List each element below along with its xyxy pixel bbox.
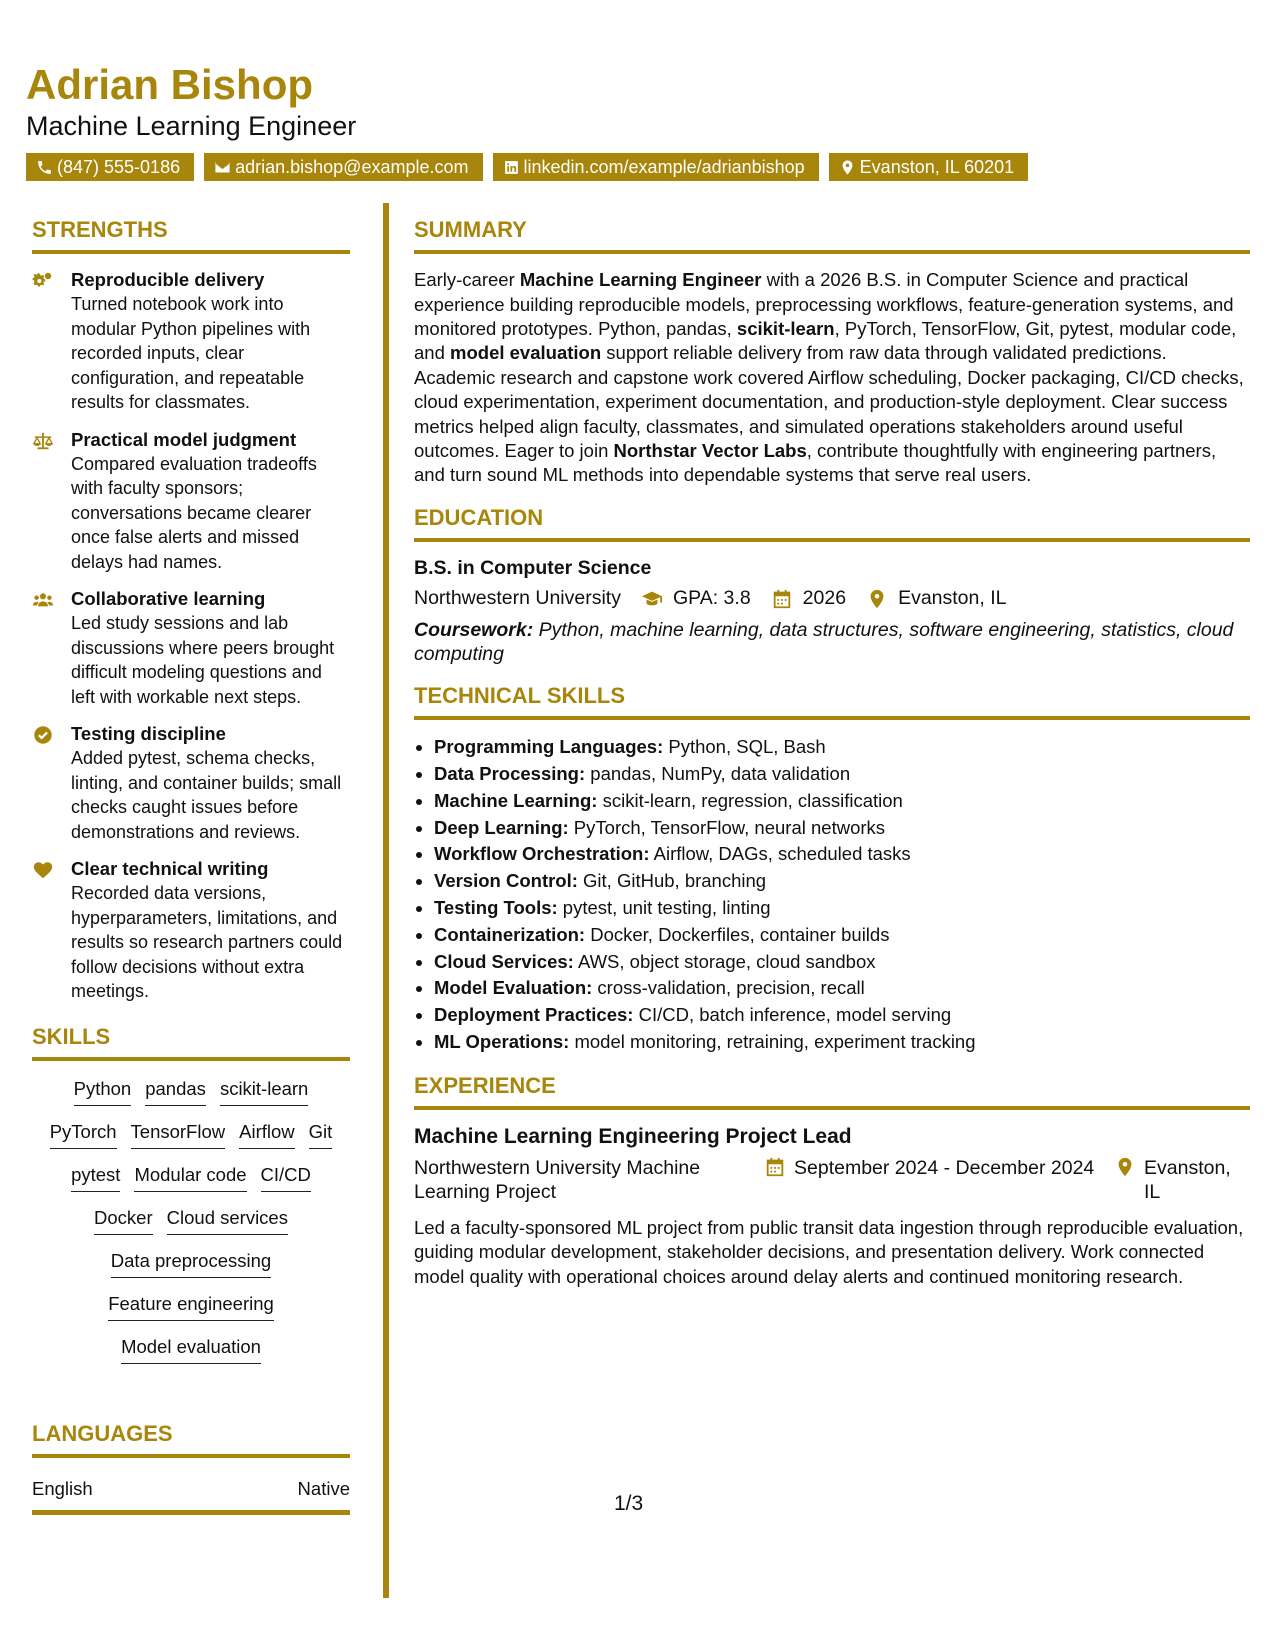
tech-skill-item: • Containerization: Docker, Dockerfiles, container builds bbox=[434, 922, 1250, 949]
contact-location[interactable] bbox=[829, 153, 1028, 181]
strength-item bbox=[32, 587, 350, 709]
skill-tag: Feature engineering bbox=[108, 1292, 274, 1321]
strength-title: Reproducible delivery bbox=[71, 269, 265, 291]
users-icon bbox=[32, 589, 54, 611]
envelope-icon bbox=[214, 159, 231, 176]
coursework-list: Python, machine learning, data structures, software engineering, statistics, cloud computing bbox=[414, 619, 1234, 666]
left-column bbox=[32, 218, 350, 1515]
graduation-cap-icon bbox=[641, 588, 663, 610]
check-circle-icon bbox=[32, 724, 54, 746]
skill-tag: CI/CD bbox=[261, 1163, 311, 1192]
language-row bbox=[32, 1472, 350, 1515]
phone-icon bbox=[36, 159, 53, 176]
job-organization: Northwestern University Machine Learning Project bbox=[414, 1156, 701, 1203]
language-level: Native bbox=[297, 1478, 350, 1500]
education-location: Evanston, IL bbox=[898, 587, 1007, 610]
summary-part: with a 2026 B.S. in Computer Science and practical experience building reproducible models, preprocessing workflows, feature-generation systems, and monitored prototypes. Python, pandas, bbox=[414, 269, 1234, 339]
strength-item bbox=[32, 722, 350, 844]
tech-skill-item: • Workflow Orchestration: Airflow, DAGs, scheduled tasks bbox=[434, 841, 1250, 868]
summary-heading: SUMMARY bbox=[414, 218, 1250, 254]
right-column bbox=[414, 218, 1250, 1289]
job-description: Led a faculty-sponsored ML project from public transit data ingestion through reproducible evaluation, guiding modular development, stakeholder decisions, and presentation delivery. Work connected model quality with operational choices around delay alerts and continued monitoring research. bbox=[414, 1216, 1244, 1287]
contact-linkedin-text: linkedin.com/example/adrianbishop bbox=[523, 156, 805, 177]
skills-row bbox=[32, 1120, 350, 1163]
education-school: Northwestern University bbox=[414, 587, 621, 610]
tech-skill-item: • Deep Learning: PyTorch, TensorFlow, neural networks bbox=[434, 815, 1250, 842]
summary-part-bold: Northstar Vector Labs bbox=[613, 440, 807, 462]
skills-row bbox=[32, 1292, 350, 1335]
technical-skills-list bbox=[414, 734, 1250, 1056]
strength-desc: Compared evaluation tradeoffs with faculty sponsors; conversations became clearer once false alerts and missed delays had names. bbox=[71, 453, 317, 572]
tech-skill-item: • Model Evaluation: cross-validation, precision, recall bbox=[434, 975, 1250, 1002]
summary-text bbox=[414, 268, 1250, 488]
contact-phone-text: (847) 555-0186 bbox=[57, 156, 181, 177]
education-coursework bbox=[414, 618, 1250, 666]
job-position: Machine Learning Engineering Project Lead bbox=[414, 1124, 852, 1148]
skill-tag: TensorFlow bbox=[131, 1120, 226, 1149]
summary-part-bold: scikit-learn bbox=[736, 318, 835, 339]
summary-part: , contribute thoughtfully with engineering partners, and turn sound ML methods into dependable systems that serve real users. bbox=[414, 440, 1217, 486]
candidate-name: Adrian Bishop bbox=[26, 61, 314, 108]
scale-icon bbox=[32, 430, 54, 452]
contact-email[interactable] bbox=[204, 153, 482, 181]
job-title: Machine Learning Engineer bbox=[26, 111, 357, 141]
summary-part: , PyTorch, TensorFlow, Git, pytest, modular code, and bbox=[414, 318, 1237, 364]
skills-row bbox=[32, 1077, 350, 1120]
strength-title: Practical model judgment bbox=[71, 428, 297, 450]
experience-heading: EXPERIENCE bbox=[414, 1074, 1250, 1110]
tech-skill-item: • Machine Learning: scikit-learn, regression, classification bbox=[434, 788, 1250, 815]
summary-part-bold: model evaluation bbox=[450, 342, 602, 364]
tech-skill-item: • ML Operations: model monitoring, retraining, experiment tracking bbox=[434, 1029, 1250, 1056]
education-meta bbox=[414, 587, 1250, 610]
summary-part: Early-career bbox=[414, 269, 520, 291]
contact-bar bbox=[26, 153, 1028, 181]
tech-skill-item: • Testing Tools: pytest, unit testing, linting bbox=[434, 895, 1250, 922]
skill-tag: scikit-learn bbox=[220, 1077, 308, 1106]
strength-desc: Added pytest, schema checks, linting, and container builds; small checks caught issues before demonstrations and reviews. bbox=[71, 748, 342, 842]
technical-skills-heading: TECHNICAL SKILLS bbox=[414, 684, 1250, 720]
gears-icon bbox=[32, 270, 54, 292]
heart-icon bbox=[32, 859, 54, 881]
calendar-icon bbox=[764, 1156, 786, 1178]
tech-skill-item: • Version Control: Git, GitHub, branching bbox=[434, 868, 1250, 895]
strength-title: Collaborative learning bbox=[71, 588, 266, 610]
skills-row bbox=[32, 1206, 350, 1249]
skills-heading: SKILLS bbox=[32, 1025, 350, 1061]
linkedin-icon bbox=[503, 159, 520, 176]
skill-tag: PyTorch bbox=[50, 1120, 117, 1149]
contact-email-text: adrian.bishop@example.com bbox=[235, 156, 469, 177]
summary-part-bold: Machine Learning Engineer bbox=[519, 269, 762, 291]
strength-item bbox=[32, 857, 350, 1004]
skill-tag: pytest bbox=[71, 1163, 120, 1192]
location-pin-icon bbox=[866, 588, 888, 610]
language-name: English bbox=[32, 1478, 93, 1500]
education-gpa: GPA: 3.8 bbox=[672, 587, 751, 610]
skills-row bbox=[32, 1163, 350, 1206]
job-meta bbox=[414, 1156, 1250, 1204]
skill-tag: Docker bbox=[94, 1206, 153, 1235]
skills-tag-cloud bbox=[32, 1075, 350, 1378]
column-divider bbox=[383, 203, 389, 1598]
strength-title: Testing discipline bbox=[71, 723, 226, 745]
coursework-label: Coursework: bbox=[414, 619, 534, 642]
strength-title: Clear technical writing bbox=[71, 858, 269, 880]
strength-item bbox=[32, 428, 350, 575]
location-pin-icon bbox=[1114, 1156, 1136, 1178]
tech-skill-item: • Deployment Practices: CI/CD, batch inference, model serving bbox=[434, 1002, 1250, 1029]
tech-skill-item: • Data Processing: pandas, NumPy, data validation bbox=[434, 761, 1250, 788]
calendar-icon bbox=[771, 588, 793, 610]
skills-row bbox=[32, 1335, 350, 1378]
summary-part: support reliable delivery from raw data through validated predictions. Academic research and capstone work covered Airflow scheduling, Docker packaging, CI/CD checks, cloud experimentation, experiment documentation, and production-style deployment. Clear success metrics helped align faculty, classmates, and simulated operations stakeholders around useful outcomes. Eager to join bbox=[414, 342, 1244, 462]
contact-location-text: Evanston, IL 60201 bbox=[859, 156, 1015, 177]
strength-desc: Led study sessions and lab discussions where peers brought difficult modeling questions and left with workable next steps. bbox=[71, 613, 335, 707]
education-degree: B.S. in Computer Science bbox=[414, 557, 652, 580]
education-year: 2026 bbox=[802, 587, 847, 610]
job-dates: September 2024 - December 2024 bbox=[794, 1156, 1095, 1179]
education-heading: EDUCATION bbox=[414, 506, 1250, 542]
skill-tag: Airflow bbox=[239, 1120, 295, 1149]
strength-item bbox=[32, 268, 350, 415]
skill-tag: pandas bbox=[145, 1077, 206, 1106]
skill-tag: Data preprocessing bbox=[111, 1249, 271, 1278]
page-number: 1/3 bbox=[614, 1492, 644, 1515]
contact-phone[interactable] bbox=[26, 153, 194, 181]
skills-row bbox=[32, 1249, 350, 1292]
strengths-heading: STRENGTHS bbox=[32, 218, 350, 254]
tech-skill-item: • Cloud Services: AWS, object storage, cloud sandbox bbox=[434, 949, 1250, 976]
strength-desc: Recorded data versions, hyperparameters, limitations, and results so research partners could follow decisions without extra meetings. bbox=[71, 883, 343, 1002]
contact-linkedin[interactable] bbox=[493, 153, 819, 181]
strength-desc: Turned notebook work into modular Python pipelines with recorded inputs, clear configuration, and repeatable results for classmates. bbox=[71, 294, 311, 413]
languages-heading: LANGUAGES bbox=[32, 1422, 350, 1458]
skill-tag: Modular code bbox=[134, 1163, 246, 1192]
skill-tag: Python bbox=[74, 1077, 132, 1106]
skill-tag: Git bbox=[309, 1120, 333, 1149]
job-location: Evanston, IL bbox=[1144, 1156, 1231, 1203]
location-pin-icon bbox=[839, 159, 856, 176]
skill-tag: Cloud services bbox=[167, 1206, 288, 1235]
skill-tag: Model evaluation bbox=[121, 1335, 261, 1364]
tech-skill-item: • Programming Languages: Python, SQL, Bash bbox=[434, 734, 1250, 761]
